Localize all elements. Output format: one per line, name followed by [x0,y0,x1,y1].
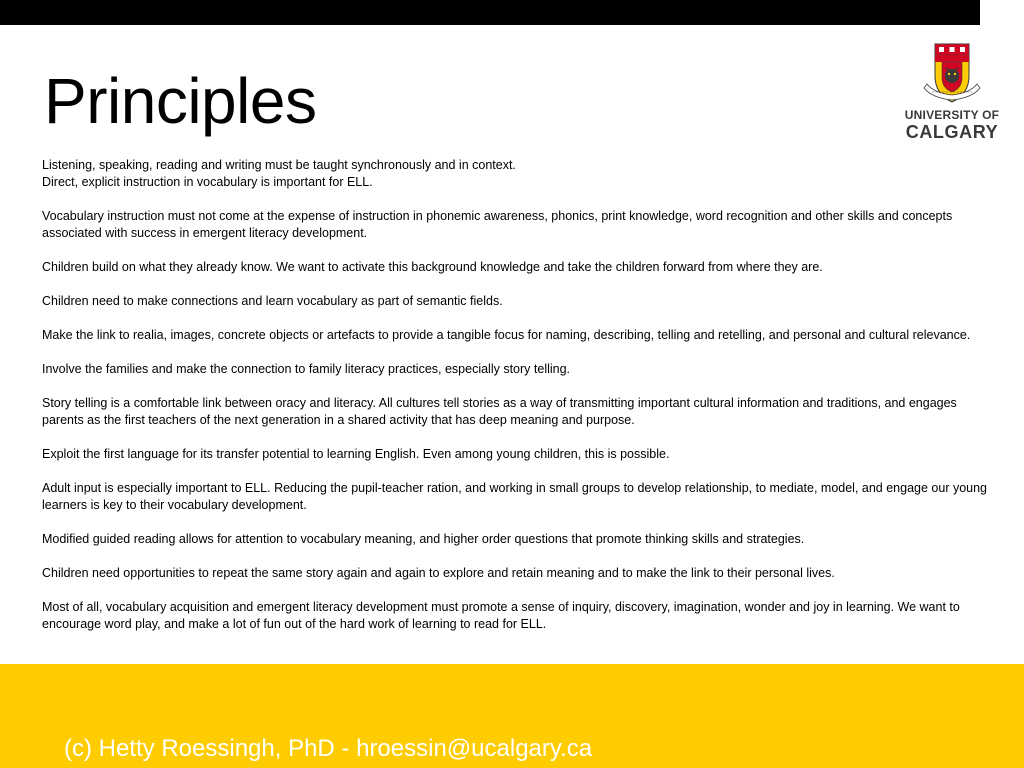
principle-paragraph [42,446,1000,463]
slide-title: Principles [44,65,317,137]
principles-body [42,157,1000,650]
university-logo [902,40,1002,142]
top-black-bar [0,0,980,25]
principle-text: Exploit the first language for its transfer potential to learning English. Even among young children, this is possible. [42,447,670,461]
principle-paragraph [42,565,1000,582]
principle-paragraph [42,327,1000,344]
logo-text-calgary: CALGARY [905,122,999,142]
principle-text: Involve the families and make the connection to family literacy practices, especially story telling. [42,362,571,376]
footer-bar [0,664,1024,768]
principle-text: Adult input is especially important to ELL. Reducing the pupil-teacher ration, and working in small groups to develop relationship, to mediate, model, and engage our young learners is key to their vocabulary development. [42,481,988,512]
principle-text: Children build on what they already know. We want to activate this background knowledge and take the children forward from where they are. [42,260,823,274]
principle-text: Modified guided reading allows for attention to vocabulary meaning, and higher order questions that promote thinking skills and strategies. [42,532,805,546]
principle-text: Listening, speaking, reading and writing must be taught synchronously and in context. [42,158,516,172]
principle-text: Children need to make connections and learn vocabulary as part of semantic fields. [42,294,503,308]
principle-paragraph [42,531,1000,548]
principle-paragraph [42,259,1000,276]
principle-paragraph [42,599,1000,633]
principle-paragraph [42,157,1000,191]
university-crest-icon [902,40,1002,106]
principle-paragraph [42,395,1000,429]
principle-text: Most of all, vocabulary acquisition and emergent literacy development must promote a sense of inquiry, discovery, imagination, wonder and joy in learning. We want to encourage word play, and make a lot of fun out of the hard work of learning to read for ELL. [42,600,960,631]
principle-paragraph [42,293,1000,310]
logo-text-university-of: UNIVERSITY OF [904,108,1000,122]
principle-text: Children need opportunities to repeat the same story again and again to explore and retain meaning and to make the link to their personal lives. [42,566,835,580]
principle-text: Make the link to realia, images, concrete objects or artefacts to provide a tangible focus for naming, describing, telling and retelling, and personal and cultural relevance. [42,328,971,342]
footer-credit: (c) Hetty Roessingh, PhD - hroessin@ucalgary.ca [64,735,593,762]
principle-paragraph [42,208,1000,242]
principle-text: Vocabulary instruction must not come at the expense of instruction in phonemic awareness, phonics, print knowledge, word recognition and other skills and concepts associated with success in emergent literacy development. [42,209,953,240]
principle-paragraph [42,480,1000,514]
principle-text: Story telling is a comfortable link between oracy and literacy. All cultures tell stories as a way of transmitting important cultural information and traditions, and engages parents as the first teachers of the next generation in a shared activity that has deep meaning and purpose. [42,396,957,427]
principle-paragraph [42,361,1000,378]
principle-text: Direct, explicit instruction in vocabulary is important for ELL. [42,175,373,189]
